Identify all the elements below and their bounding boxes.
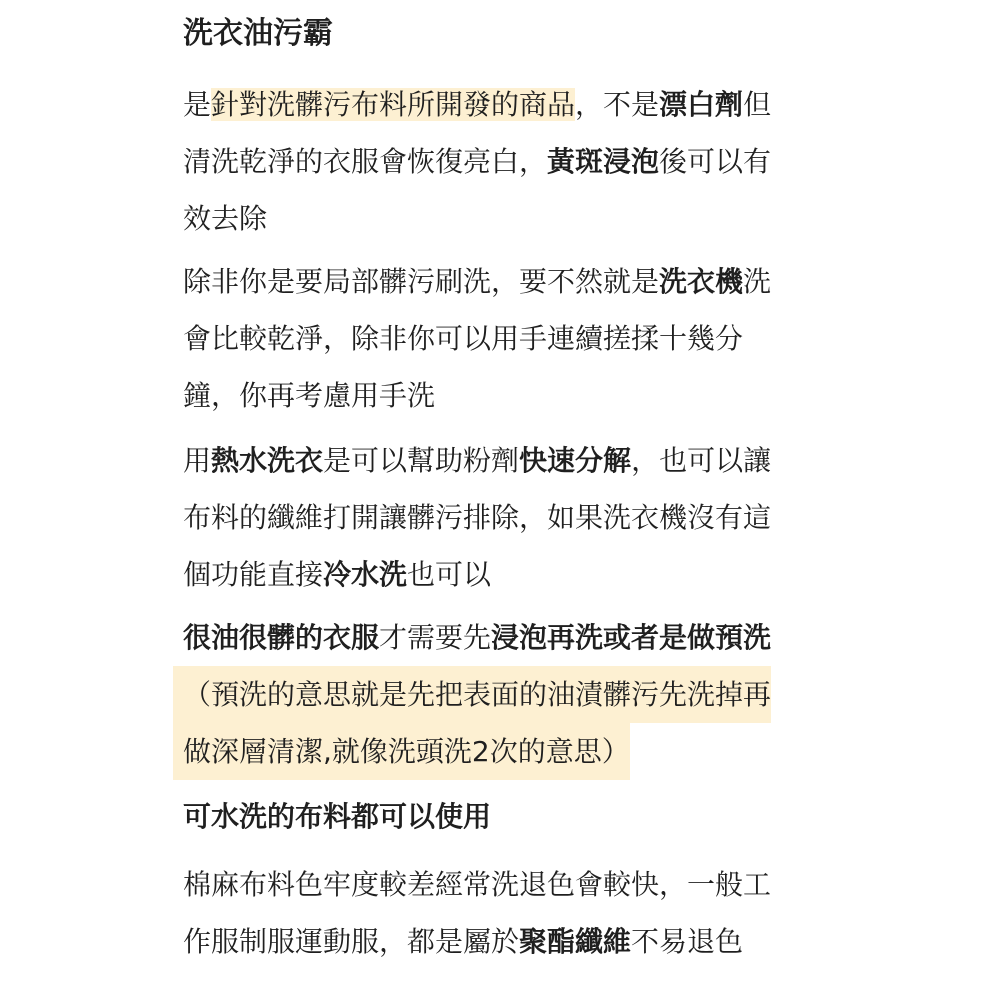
text-span: 清洗乾淨的衣服會恢復亮白， — [183, 145, 548, 178]
paragraph-color-fastness — [183, 856, 771, 970]
page-title: 洗衣油污霸 — [183, 16, 333, 51]
text-span: 是 — [183, 88, 212, 121]
text-line: 棉麻布料色牢度較差經常洗退色會較快，一般工 — [183, 868, 772, 901]
text-span: 除非你是要局部髒污刷洗，要不然就是 — [183, 265, 660, 298]
bold-text: 熱水洗衣 — [211, 444, 324, 477]
bold-text: 快速分解 — [519, 444, 632, 477]
paragraph-water-temperature — [183, 432, 771, 603]
text-span: 但 — [743, 88, 772, 121]
text-span: 才需要先 — [379, 621, 492, 654]
text-line — [183, 609, 771, 666]
text-span: 作服制服運動服，都是屬於 — [183, 925, 520, 958]
text-line — [183, 723, 771, 780]
highlighted-text: 做深層清潔,就像洗頭洗2次的意思） — [173, 723, 630, 780]
text-line — [183, 253, 771, 310]
bold-text: 冷水洗 — [323, 558, 408, 591]
bold-text: 浸泡再洗或者是做預洗 — [491, 621, 772, 654]
bold-text: 黃斑浸泡 — [547, 145, 660, 178]
highlighted-text: 針對洗髒污布料所開發的商品 — [211, 88, 576, 121]
text-span: ，也可以讓 — [631, 444, 772, 477]
text-line: 效去除 — [183, 202, 268, 235]
text-span: 個功能直接 — [183, 558, 324, 591]
text-span: 是可以幫助粉劑 — [323, 444, 520, 477]
text-span: 洗 — [743, 265, 772, 298]
text-line — [183, 666, 771, 723]
bold-text: 很油很髒的衣服 — [183, 621, 380, 654]
text-span: 不易退色 — [631, 925, 744, 958]
text-span: 後可以有 — [659, 145, 772, 178]
bold-text: 洗衣機 — [659, 265, 744, 298]
bold-text: 可水洗的布料都可以使用 — [183, 800, 492, 833]
text-line — [183, 913, 771, 970]
text-span: 也可以 — [407, 558, 492, 591]
text-line — [183, 432, 771, 489]
text-span: ，不是 — [575, 88, 660, 121]
text-line — [183, 133, 771, 190]
paragraph-washing-method — [183, 253, 771, 424]
paragraph-product-intro — [183, 76, 771, 247]
text-span: 用 — [183, 444, 212, 477]
paragraph-fabric-note — [183, 788, 491, 845]
bold-text: 聚酯纖維 — [519, 925, 632, 958]
paragraph-prewash — [183, 609, 771, 780]
text-line: 鐘，你再考慮用手洗 — [183, 379, 436, 412]
text-line: 布料的纖維打開讓髒污排除，如果洗衣機沒有這 — [183, 501, 772, 534]
text-line: 會比較乾淨，除非你可以用手連續搓揉十幾分 — [183, 322, 744, 355]
text-line — [183, 546, 771, 603]
text-line — [183, 76, 771, 133]
highlighted-text: （預洗的意思就是先把表面的油漬髒污先洗掉再 — [173, 666, 771, 723]
bold-text: 漂白劑 — [659, 88, 744, 121]
